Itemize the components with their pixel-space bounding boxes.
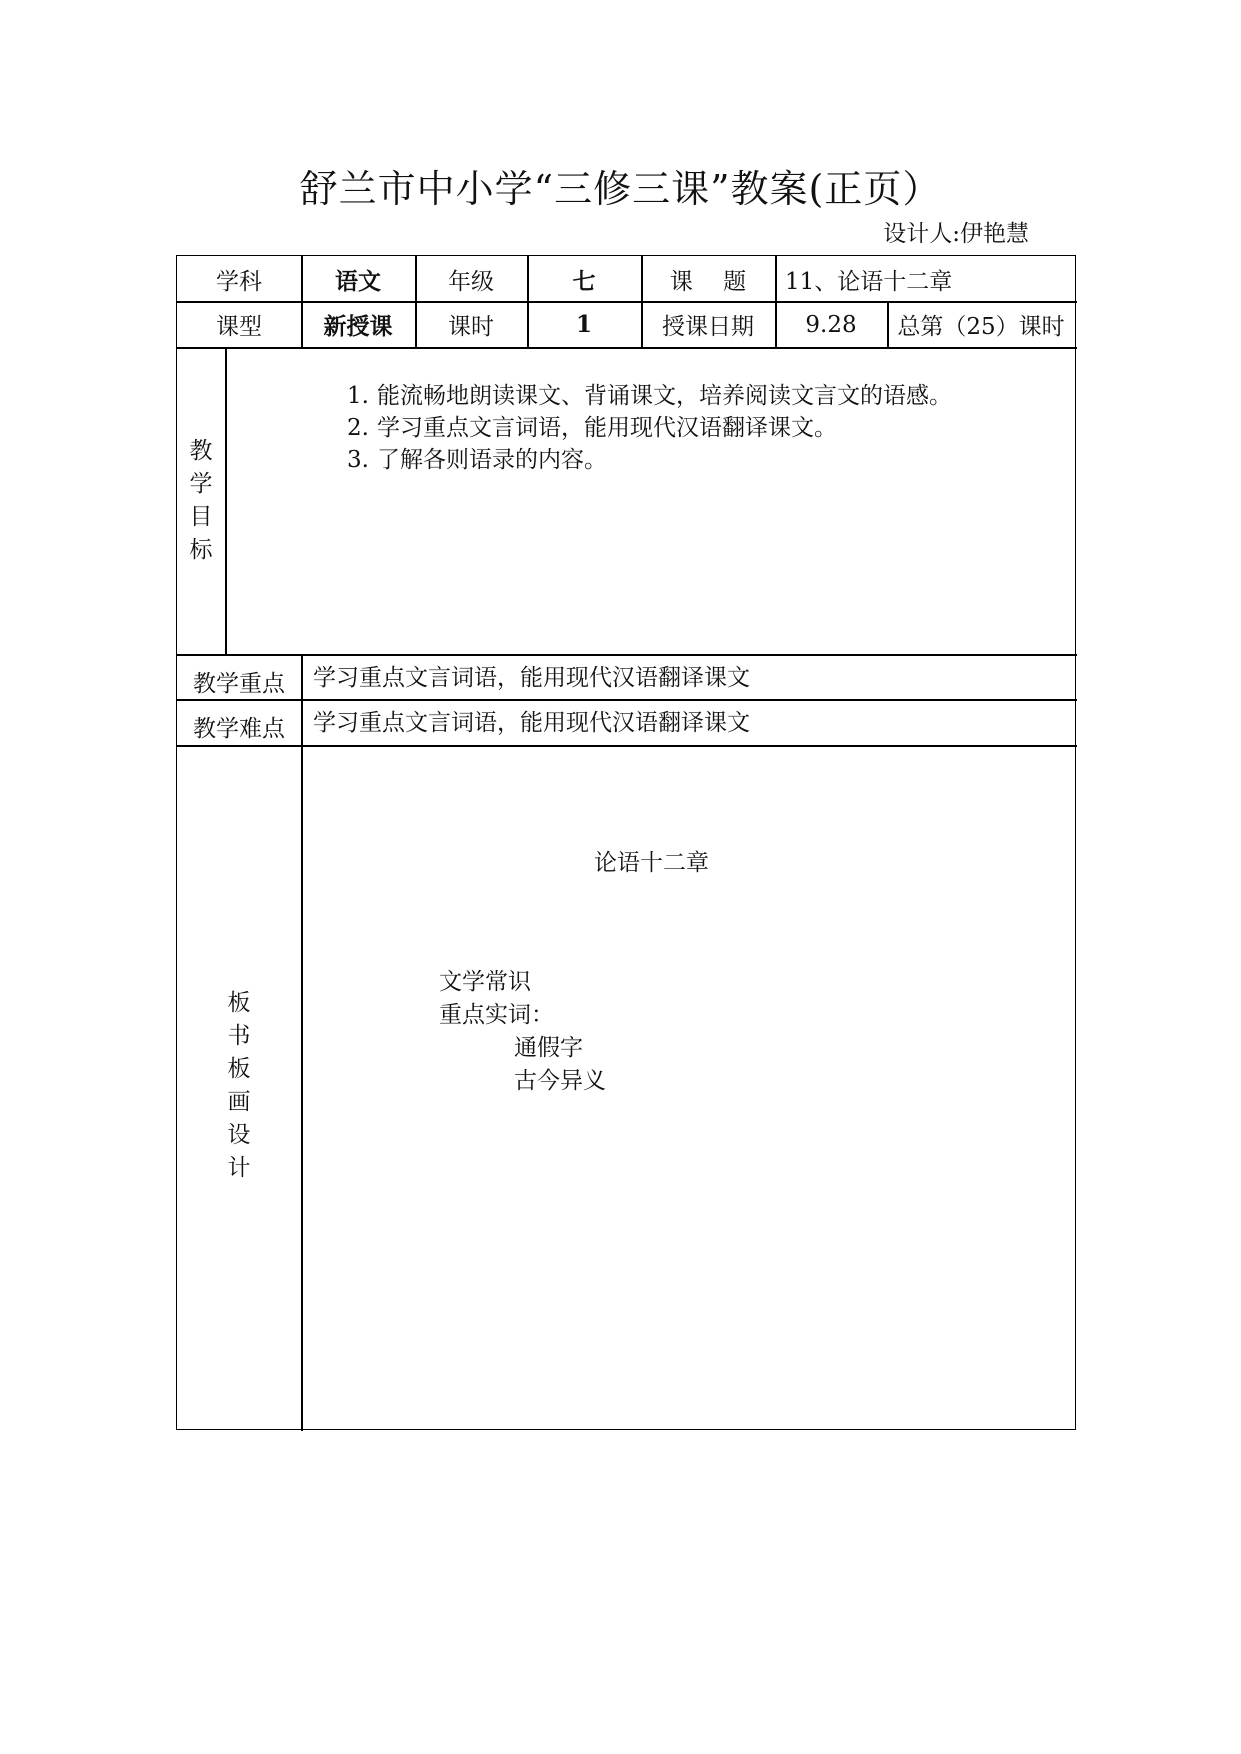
board-label-char: 画 bbox=[227, 1089, 251, 1115]
date-label: 授课日期 bbox=[662, 314, 754, 340]
period-value: 1 bbox=[575, 311, 592, 338]
objectives-content bbox=[225, 347, 1075, 654]
subject-value: 语文 bbox=[335, 267, 381, 295]
board-label-char: 设 bbox=[227, 1122, 251, 1148]
difficulties-label: 教学难点 bbox=[193, 716, 285, 742]
subject-label: 学科 bbox=[216, 268, 262, 295]
board-line-key-words: 重点实词： bbox=[439, 1002, 554, 1028]
objectives-list bbox=[335, 380, 952, 476]
row-divider bbox=[177, 745, 1077, 747]
lesson-type-value: 新授课 bbox=[323, 313, 393, 340]
board-label-char: 板 bbox=[227, 990, 251, 1016]
grade-value: 七 bbox=[572, 267, 596, 295]
board-label-char: 计 bbox=[227, 1155, 251, 1181]
list-item: 1. 能流畅地朗读课文、背诵课文，培养阅读文言文的语感。 bbox=[347, 383, 952, 409]
board-title: 论语十二章 bbox=[594, 850, 709, 876]
objectives-label-char: 学 bbox=[189, 470, 213, 497]
col-divider bbox=[301, 654, 303, 1431]
designer-label: 设计人:伊艳慧 bbox=[883, 221, 1029, 247]
objectives-label-char: 标 bbox=[189, 536, 213, 563]
date-value: 9.28 bbox=[805, 311, 857, 338]
topic-label: 课 题 bbox=[669, 268, 747, 295]
key-points-value: 学习重点文言词语，能用现代汉语翻译课文 bbox=[313, 664, 750, 691]
lesson-plan-table bbox=[176, 255, 1076, 1430]
page-title: 舒兰市中小学“三修三课”教案(正页） bbox=[299, 167, 942, 211]
objectives-label-char: 目 bbox=[189, 503, 213, 530]
board-line-gujin: 古今异义 bbox=[514, 1068, 606, 1094]
lesson-type-label: 课型 bbox=[216, 314, 262, 340]
board-label-char: 板 bbox=[227, 1056, 251, 1082]
board-label-char: 书 bbox=[227, 1023, 251, 1049]
list-item: 3. 了解各则语录的内容。 bbox=[347, 447, 607, 473]
topic-value: 11、论语十二章 bbox=[785, 268, 953, 295]
board-line-tongjia: 通假字 bbox=[514, 1035, 583, 1061]
key-points-label: 教学重点 bbox=[193, 671, 285, 697]
difficulties-value: 学习重点文言词语，能用现代汉语翻译课文 bbox=[313, 709, 750, 736]
total-period-value: 总第（25）课时 bbox=[897, 314, 1065, 340]
grade-label: 年级 bbox=[448, 268, 494, 295]
board-design-label bbox=[177, 936, 301, 1236]
objectives-label-char: 教 bbox=[189, 437, 213, 464]
list-item: 2. 学习重点文言词语，能用现代汉语翻译课文。 bbox=[347, 415, 837, 441]
objectives-label bbox=[177, 347, 225, 654]
period-label: 课时 bbox=[448, 314, 494, 340]
board-line-literature: 文学常识 bbox=[439, 969, 531, 995]
